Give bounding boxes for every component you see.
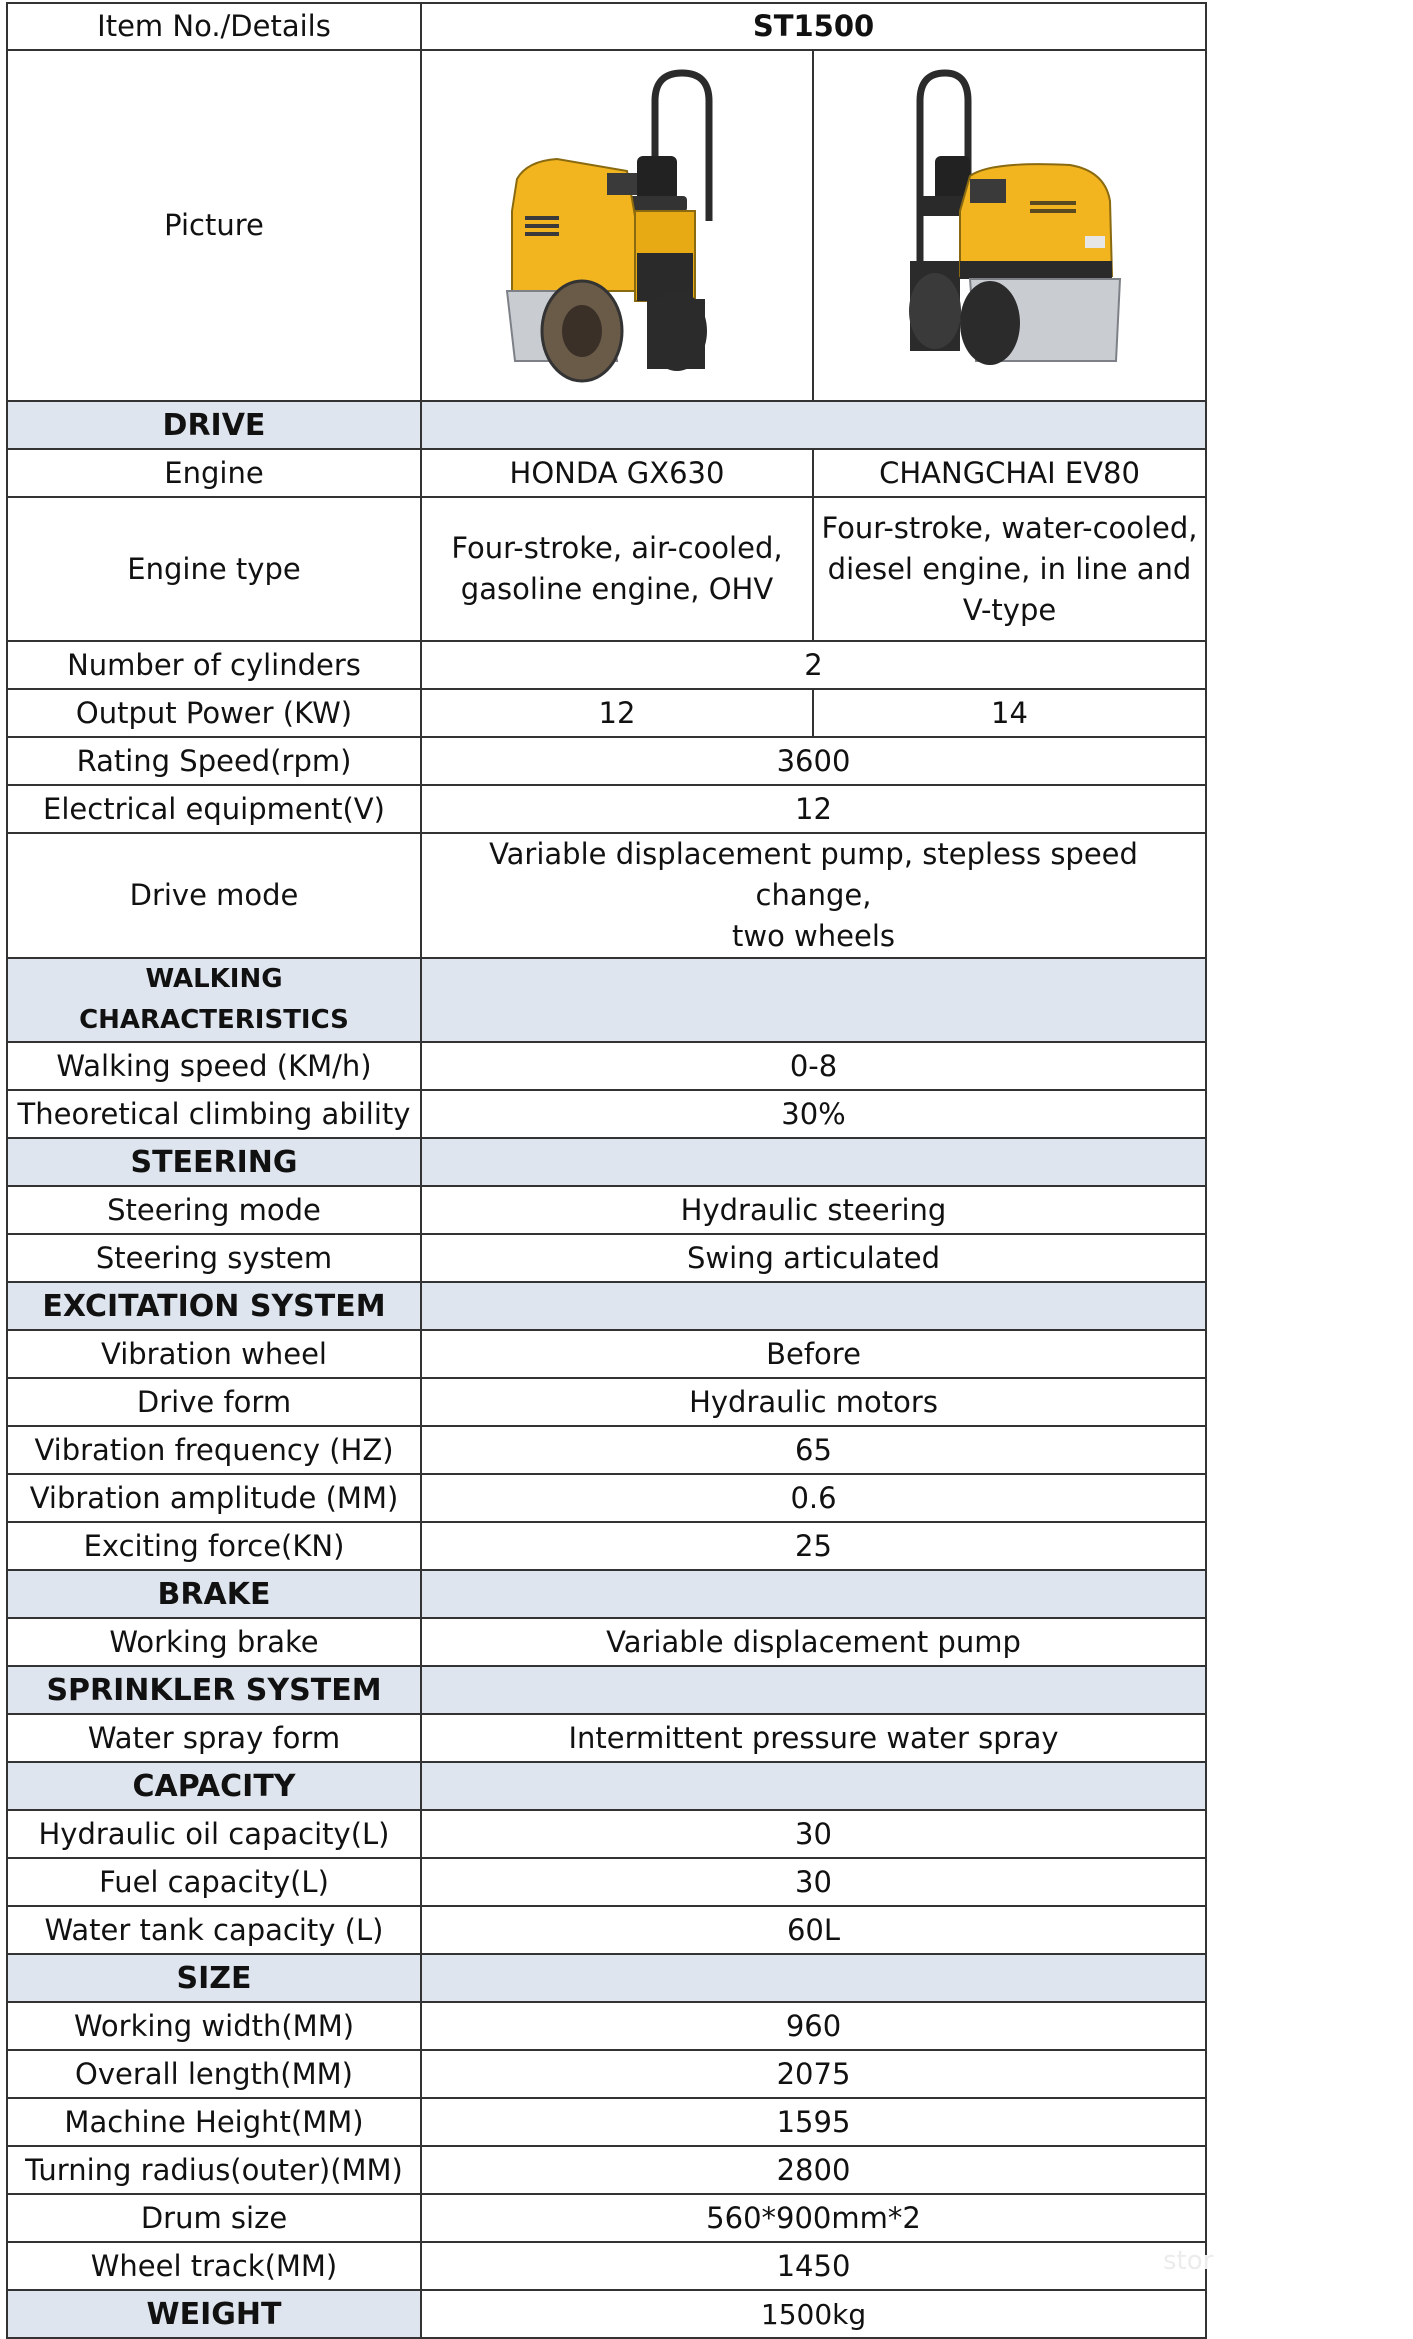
section-drive: [7, 401, 1206, 449]
row-working-brake: [7, 1618, 1206, 1666]
spec-value: 30: [421, 1858, 1206, 1906]
row-walking-speed: [7, 1042, 1206, 1090]
spec-label: Electrical equipment(V): [7, 785, 421, 833]
spec-value: Hydraulic motors: [421, 1378, 1206, 1426]
section-weight: [7, 2290, 1206, 2338]
roller-left-image: [487, 61, 747, 391]
section-sprinkler: [7, 1666, 1206, 1714]
row-vibration-wheel: [7, 1330, 1206, 1378]
row-turning-radius: [7, 2146, 1206, 2194]
row-vibration-frequency: [7, 1426, 1206, 1474]
spec-value: 1500kg: [421, 2290, 1206, 2338]
row-fuel: [7, 1858, 1206, 1906]
spec-value: Variable displacement pump: [421, 1618, 1206, 1666]
watermark: stor: [1163, 2246, 1214, 2276]
spec-value-b: CHANGCHAI EV80: [813, 449, 1206, 497]
spec-value: 12: [421, 785, 1206, 833]
spec-label: Rating Speed(rpm): [7, 737, 421, 785]
row-vibration-amplitude: [7, 1474, 1206, 1522]
spec-value: 30: [421, 1810, 1206, 1858]
row-overall-length: [7, 2050, 1206, 2098]
spec-label: Fuel capacity(L): [7, 1858, 421, 1906]
spec-label: Wheel track(MM): [7, 2242, 421, 2290]
section-capacity: [7, 1762, 1206, 1810]
row-wheel-track: [7, 2242, 1206, 2290]
spec-value: Intermittent pressure water spray: [421, 1714, 1206, 1762]
line: diesel engine, in line and: [827, 551, 1192, 586]
row-engine-type: [7, 497, 1206, 641]
spec-label: Exciting force(KN): [7, 1522, 421, 1570]
spec-label: Vibration wheel: [7, 1330, 421, 1378]
spec-label: Walking speed (KM/h): [7, 1042, 421, 1090]
spec-label: Drive form: [7, 1378, 421, 1426]
section-title: WALKING CHARACTERISTICS: [7, 958, 421, 1042]
row-climbing: [7, 1090, 1206, 1138]
row-cylinders: [7, 641, 1206, 689]
section-title: EXCITATION SYSTEM: [7, 1282, 421, 1330]
spec-label: Engine: [7, 449, 421, 497]
spec-label: Steering mode: [7, 1186, 421, 1234]
line: Four-stroke, water-cooled,: [821, 510, 1198, 545]
spec-label: Hydraulic oil capacity(L): [7, 1810, 421, 1858]
spec-value: Hydraulic steering: [421, 1186, 1206, 1234]
row-drive-mode: [7, 833, 1206, 958]
row-steering-mode: [7, 1186, 1206, 1234]
spec-value-a: [421, 497, 813, 641]
spec-label: Theoretical climbing ability: [7, 1090, 421, 1138]
spec-value: Before: [421, 1330, 1206, 1378]
line: Four-stroke, air-cooled,: [451, 531, 783, 565]
picture-row: [7, 50, 1206, 401]
spec-label: Machine Height(MM): [7, 2098, 421, 2146]
spec-value-b: 14: [813, 689, 1206, 737]
section-excitation: [7, 1282, 1206, 1330]
section-title: SPRINKLER SYSTEM: [7, 1666, 421, 1714]
line: gasoline engine, OHV: [460, 572, 774, 606]
row-steering-system: [7, 1234, 1206, 1282]
section-title: WEIGHT: [7, 2290, 421, 2338]
picture-cell-right: [813, 50, 1206, 401]
spec-label: Engine type: [7, 497, 421, 641]
section-title: DRIVE: [7, 401, 421, 449]
row-water-spray: [7, 1714, 1206, 1762]
row-water-tank: [7, 1906, 1206, 1954]
picture-cell-left: [421, 50, 813, 401]
section-brake: [7, 1570, 1206, 1618]
spec-table: [6, 2, 1207, 2339]
section-title: SIZE: [7, 1954, 421, 2002]
spec-label: Vibration frequency (HZ): [7, 1426, 421, 1474]
spec-label: Water spray form: [7, 1714, 421, 1762]
section-size: [7, 1954, 1206, 2002]
row-output-power: [7, 689, 1206, 737]
spec-value-a: 12: [421, 689, 813, 737]
row-drive-form: [7, 1378, 1206, 1426]
picture-label: Picture: [7, 50, 421, 401]
spec-value: 2800: [421, 2146, 1206, 2194]
row-exciting-force: [7, 1522, 1206, 1570]
section-title: CAPACITY: [7, 1762, 421, 1810]
model-name: ST1500: [421, 3, 1206, 50]
spec-label: Drive mode: [7, 833, 421, 958]
item-details-label: Item No./Details: [7, 3, 421, 50]
line: Variable displacement pump, stepless speed change,: [489, 837, 1138, 912]
spec-value: Swing articulated: [421, 1234, 1206, 1282]
section-steering: [7, 1138, 1206, 1186]
spec-label: Water tank capacity (L): [7, 1906, 421, 1954]
spec-value: 0.6: [421, 1474, 1206, 1522]
spec-value: 60L: [421, 1906, 1206, 1954]
row-rating-speed: [7, 737, 1206, 785]
spec-label: Number of cylinders: [7, 641, 421, 689]
roller-right-image: [880, 61, 1140, 391]
spec-value: 65: [421, 1426, 1206, 1474]
spec-value: [421, 833, 1206, 958]
spec-label: Steering system: [7, 1234, 421, 1282]
header-row: [7, 3, 1206, 50]
line: V-type: [962, 592, 1057, 627]
row-drum-size: [7, 2194, 1206, 2242]
line: two wheels: [732, 919, 895, 953]
spec-value: 2075: [421, 2050, 1206, 2098]
spec-value: 960: [421, 2002, 1206, 2050]
row-working-width: [7, 2002, 1206, 2050]
section-walking: [7, 958, 1206, 1042]
spec-value: 0-8: [421, 1042, 1206, 1090]
spec-value: 1450: [421, 2242, 1206, 2290]
row-engine: [7, 449, 1206, 497]
section-title: BRAKE: [7, 1570, 421, 1618]
spec-value: 1595: [421, 2098, 1206, 2146]
spec-value: 560*900mm*2: [421, 2194, 1206, 2242]
row-electrical: [7, 785, 1206, 833]
spec-value: 2: [421, 641, 1206, 689]
spec-value-a: HONDA GX630: [421, 449, 813, 497]
row-machine-height: [7, 2098, 1206, 2146]
spec-label: Drum size: [7, 2194, 421, 2242]
spec-label: Working brake: [7, 1618, 421, 1666]
row-hydraulic-oil: [7, 1810, 1206, 1858]
spec-label: Overall length(MM): [7, 2050, 421, 2098]
spec-label: Working width(MM): [7, 2002, 421, 2050]
spec-value: 3600: [421, 737, 1206, 785]
spec-label: Turning radius(outer)(MM): [7, 2146, 421, 2194]
spec-value: 25: [421, 1522, 1206, 1570]
section-title: STEERING: [7, 1138, 421, 1186]
spec-value: 30%: [421, 1090, 1206, 1138]
spec-label: Output Power (KW): [7, 689, 421, 737]
spec-value-b: [813, 497, 1206, 641]
spec-label: Vibration amplitude (MM): [7, 1474, 421, 1522]
